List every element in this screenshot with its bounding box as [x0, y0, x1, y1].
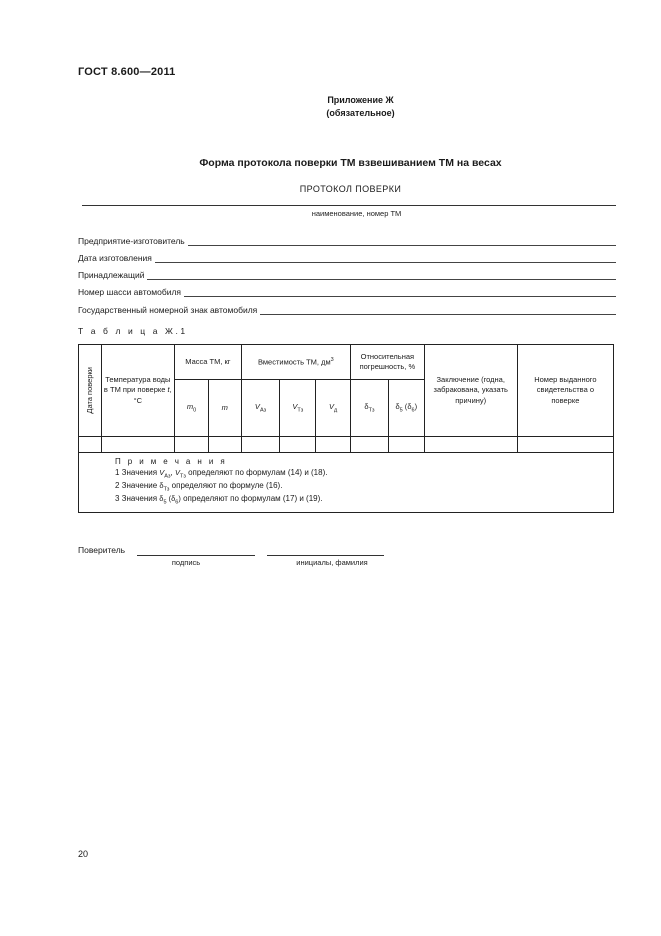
protocol-title: ПРОТОКОЛ ПОВЕРКИ [299, 184, 402, 194]
cell-m0[interactable] [175, 437, 209, 453]
header-capacity [241, 345, 350, 380]
header-date-label: Дата поверки [84, 367, 94, 414]
note-3-suffix: определяют по формулам (17) и (19). [180, 493, 323, 503]
cell-m[interactable] [208, 437, 241, 453]
field-manufacture-date[interactable] [78, 249, 616, 263]
note-3-d5: δ [159, 493, 164, 503]
signature-line[interactable] [137, 555, 255, 556]
note-3: 3 Значения $\delta_5$ $(\delta_6)$ определяют по формулам (17) и (19). [115, 493, 323, 506]
form-title: Форма протокола поверки ТМ взвешиванием ТМ на весах [199, 157, 502, 169]
field-label: Предприятие-изготовитель [78, 236, 185, 246]
name-caption: инициалы, фамилия [296, 558, 368, 567]
note-2-prefix: 2 Значение [115, 480, 160, 490]
symbol-vt-sub: Тз [297, 407, 304, 414]
note-1-va-sub: Аз [164, 473, 171, 480]
symbol-dt-sub: Тз [368, 407, 375, 414]
field-manufacturer[interactable] [78, 232, 616, 246]
symbol-va [241, 380, 280, 437]
cell-d5[interactable] [388, 437, 424, 453]
symbol-vd [316, 380, 351, 437]
cell-dt[interactable] [351, 437, 389, 453]
cell-date[interactable] [79, 437, 102, 453]
page-number: 20 [78, 849, 89, 859]
header-error: Относительная погрешность, % [351, 345, 425, 380]
cell-va[interactable] [241, 437, 280, 453]
temperature-symbol: t [167, 385, 170, 395]
symbol-m-base: m [221, 402, 228, 412]
cell-certificate[interactable] [517, 437, 613, 453]
field-plate-number[interactable] [78, 301, 616, 315]
header-conclusion: Заключение (годна, забракована, указать причину) [424, 345, 517, 437]
note-1-vt-sub: Тз [179, 473, 186, 480]
field-label: Принадлежащий [78, 270, 145, 280]
cell-vt[interactable] [280, 437, 316, 453]
symbol-d6-sub: 6 [411, 407, 415, 414]
field-blank[interactable] [260, 304, 616, 315]
symbol-d6-base: δ [407, 401, 412, 411]
header-mass: Масса ТМ, кг [175, 345, 241, 380]
symbol-m0-sub: 0 [193, 407, 197, 414]
note-2-suffix: определяют по формуле (16). [169, 480, 283, 490]
verification-table [78, 344, 614, 513]
notes-heading: П р и м е ч а н и я [115, 457, 228, 466]
symbol-va-sub: Аз [259, 407, 267, 414]
header-capacity-label: Вместимость ТМ, дм [257, 357, 331, 367]
protocol-name-line [82, 205, 616, 206]
note-1-prefix: 1 Значения [115, 467, 160, 477]
standard-number: ГОСТ 8.600—2011 [78, 66, 176, 78]
symbol-va-base: V [254, 401, 260, 411]
appendix-status: (обязательное) [326, 108, 395, 118]
field-blank[interactable] [155, 252, 616, 263]
note-1: 1 Значения $V_{Аз}$, $V_{Тз}$ определяют по формулам (14) и (18). [115, 467, 328, 480]
field-chassis-number[interactable] [78, 283, 616, 297]
header-temperature-label: Температура воды в ТМ при поверке [103, 375, 171, 395]
note-2-dt: δ [159, 480, 164, 490]
header-date [79, 345, 102, 437]
note-1-va: V [159, 467, 165, 477]
field-blank[interactable] [184, 286, 616, 297]
symbol-m0 [175, 380, 209, 437]
field-owner[interactable] [78, 266, 616, 280]
symbol-d5-base: δ [395, 401, 400, 411]
note-1-suffix: определяют по формулам (14) и (18). [185, 467, 328, 477]
cell-temperature[interactable] [101, 437, 175, 453]
note-3-d6-sub: 6 [175, 499, 179, 506]
cell-conclusion[interactable] [424, 437, 517, 453]
symbol-dt-base: δ [364, 401, 369, 411]
field-blank[interactable] [147, 269, 616, 280]
appendix-title: Приложение Ж [327, 95, 394, 105]
table-data-row [79, 437, 614, 453]
note-2 [115, 481, 613, 494]
symbol-d5-sub: 5 [399, 407, 403, 414]
field-blank[interactable] [188, 235, 616, 246]
capacity-exponent: 3 [330, 356, 334, 363]
symbol-d5-d6: $\delta_5$ $(\delta_6)$ [388, 380, 424, 437]
cell-vd[interactable] [316, 437, 351, 453]
name-line[interactable] [267, 555, 384, 556]
field-label: Государственный номерной знак автомобиля [78, 305, 258, 315]
symbol-vd-base: V [329, 401, 335, 411]
symbol-m [208, 380, 241, 437]
symbol-vt-base: V [292, 401, 298, 411]
note-1-vt: V [174, 467, 180, 477]
signature-caption: подпись [171, 558, 201, 567]
note-3-d6: δ [171, 493, 176, 503]
table-notes [79, 453, 614, 513]
note-2-dt-sub: Тз [163, 486, 170, 493]
protocol-name-caption: наименование, номер ТМ [311, 209, 402, 218]
symbol-m0-base: m [186, 401, 194, 411]
table-caption: Т а б л и ц а Ж.1 [78, 326, 188, 336]
temperature-unit: , °С [133, 385, 172, 405]
header-certificate: Номер выданного свидетельства о поверке [517, 345, 613, 437]
field-label: Дата изготовления [78, 253, 152, 263]
symbol-vt [280, 380, 316, 437]
note-3-prefix: 3 Значения [115, 493, 160, 503]
header-temperature [101, 345, 175, 437]
symbol-dt [351, 380, 389, 437]
symbol-vd-sub: д [334, 407, 338, 414]
field-label: Номер шасси автомобиля [78, 287, 182, 297]
signature-label: Поверитель [78, 545, 126, 555]
note-3-d5-sub: 5 [163, 499, 167, 506]
